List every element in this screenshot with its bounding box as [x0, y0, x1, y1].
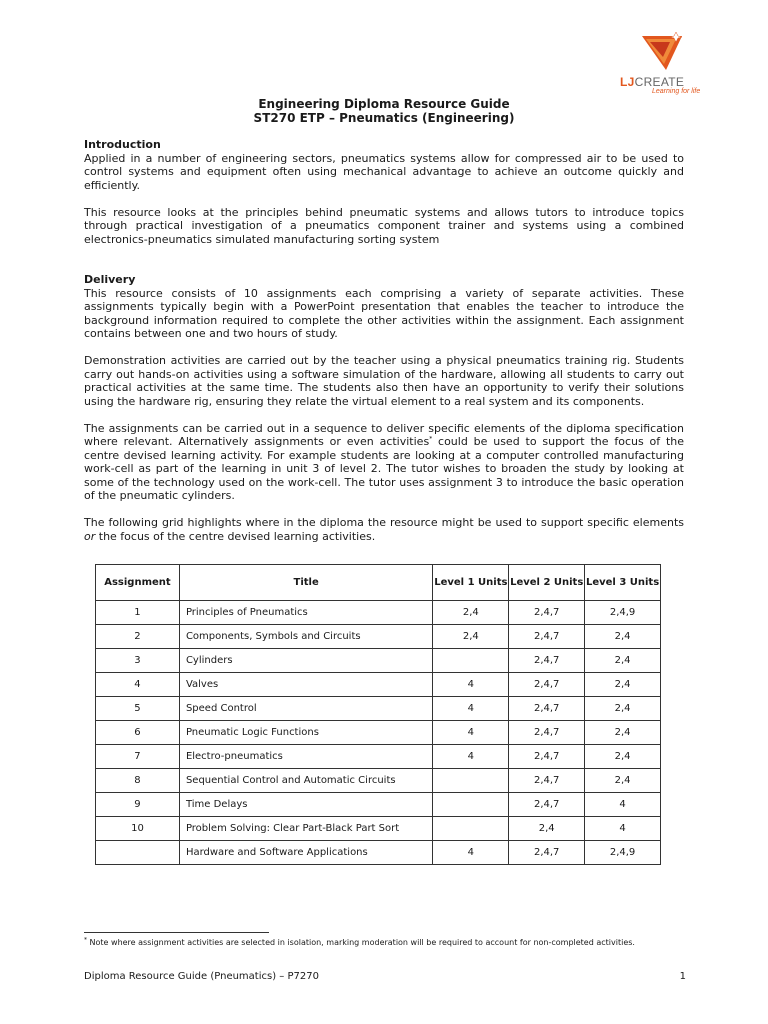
intro-paragraph-2: This resource looks at the principles behind pneumatic systems and allows tutors to introduce topics through practical investigation of a pneumatics component trainer and systems using a combined electronics-pneumatics simulated manufacturing sorting system	[84, 205, 684, 246]
logo-tagline: Learning for life	[652, 88, 701, 95]
delivery-paragraph-1: This resource consists of 10 assignments each comprising a variety of separate activities. These assignments typically begin with a PowerPoint presentation that enables the teacher to introduce the background information required to complete the other activities within the assignment. Each assignment contains between one and two hours of study.	[84, 286, 684, 340]
introduction-heading: Introduction	[84, 138, 161, 151]
footnote-marker: *	[429, 435, 433, 443]
logo-wordmark	[620, 75, 684, 89]
footnote: * Note where assignment activities are selected in isolation, marking moderation will be required to account for non-completed activities.	[84, 936, 635, 947]
table-cell: 2,4	[585, 721, 661, 745]
table-cell: 2,4,7	[509, 625, 585, 649]
table-cell: 2,4,7	[509, 745, 585, 769]
table-cell: Valves	[179, 673, 432, 697]
table-cell: Pneumatic Logic Functions	[179, 721, 432, 745]
table-cell: 4	[433, 697, 509, 721]
table-row	[96, 817, 661, 841]
table-cell: 2,4,7	[509, 601, 585, 625]
table-cell: Sequential Control and Automatic Circuits	[179, 769, 432, 793]
table-cell: 4	[585, 793, 661, 817]
delivery-paragraph-3: The assignments can be carried out in a sequence to deliver specific elements of the diploma specification where relevant. Alternatively assignments or even activities* could be used to support the focus of the centre devised learning activity. For example students are looking at a computer controlled manufacturing work-cell as part of the learning in unit 3 of level 2. The tutor wishes to broaden the study by looking at some of the technology used on the work-cell. The tutor uses assignment 3 to introduce the basic operation of the pneumatic cylinders.	[84, 421, 685, 502]
table-cell: 1	[96, 601, 180, 625]
table-cell: Components, Symbols and Circuits	[179, 625, 432, 649]
table-cell: 2,4,9	[585, 601, 661, 625]
table-cell: 4	[96, 673, 180, 697]
table-header-cell: Level 3 Units	[585, 565, 661, 601]
table-cell: 3	[96, 649, 180, 673]
table-row	[96, 673, 661, 697]
table-cell: 2,4	[585, 649, 661, 673]
table-row	[96, 745, 661, 769]
table-cell: 4	[433, 745, 509, 769]
table-cell: Cylinders	[179, 649, 432, 673]
table-cell: Speed Control	[179, 697, 432, 721]
table-row	[96, 697, 661, 721]
table-cell: Principles of Pneumatics	[179, 601, 432, 625]
table-cell: Electro-pneumatics	[179, 745, 432, 769]
table-header-cell: Level 1 Units	[433, 565, 509, 601]
table-cell: 2,4	[509, 817, 585, 841]
table-body	[96, 601, 661, 865]
table-cell: Time Delays	[179, 793, 432, 817]
table-cell: 7	[96, 745, 180, 769]
table-header-cell: Title	[179, 565, 432, 601]
table-cell: 4	[433, 721, 509, 745]
table-row	[96, 841, 661, 865]
table-cell: 2,4,7	[509, 649, 585, 673]
table-cell: 2,4,7	[509, 841, 585, 865]
table-cell: 2,4,9	[585, 841, 661, 865]
delivery-paragraph-2: Demonstration activities are carried out by the teacher using a physical pneumatics training rig. Students carry out hands-on activities using a software simulation of the hardware, allowing all students to carry out practical activities at the same time. The students also then have an opportunity to verify their solutions using the hardware rig, ensuring they relate the virtual element to a real system and its components.	[84, 354, 684, 408]
lj-create-logo	[620, 30, 740, 100]
table-cell	[433, 649, 509, 673]
table-cell: 5	[96, 697, 180, 721]
table-cell: 2,4	[585, 673, 661, 697]
table-cell	[433, 793, 509, 817]
table-row	[96, 649, 661, 673]
page-number: 1	[679, 971, 686, 982]
page-footer	[84, 971, 686, 982]
table-cell: 2,4	[585, 769, 661, 793]
table-cell: 2,4	[585, 745, 661, 769]
table-cell: Hardware and Software Applications	[179, 841, 432, 865]
document-subtitle: ST270 ETP – Pneumatics (Engineering)	[253, 111, 515, 125]
table-cell: 2,4	[433, 601, 509, 625]
table-cell	[96, 841, 180, 865]
document-body	[84, 138, 684, 557]
table-cell: 2,4,7	[509, 697, 585, 721]
table-cell: 9	[96, 793, 180, 817]
table-cell: Problem Solving: Clear Part-Black Part Sort	[179, 817, 432, 841]
table-row	[96, 721, 661, 745]
table-row	[96, 769, 661, 793]
table-cell: 2,4,7	[509, 769, 585, 793]
logo-create: CREATE	[634, 75, 685, 89]
footer-document-name: Diploma Resource Guide (Pneumatics) – P7270	[84, 971, 319, 982]
delivery-heading: Delivery	[84, 273, 136, 286]
table-cell: 2,4,7	[509, 721, 585, 745]
footnote-divider	[84, 932, 269, 933]
table-header-cell: Assignment	[96, 565, 180, 601]
document-title: Engineering Diploma Resource Guide	[258, 97, 510, 111]
logo-lj: LJ	[620, 75, 635, 89]
table-cell: 2,4,7	[509, 673, 585, 697]
table-cell: 8	[96, 769, 180, 793]
table-row	[96, 601, 661, 625]
table-cell: 2	[96, 625, 180, 649]
table-cell: 2,4,7	[509, 793, 585, 817]
logo-shield-icon	[636, 30, 688, 74]
table-header-row	[96, 565, 661, 601]
table-cell: 6	[96, 721, 180, 745]
table-cell: 4	[433, 841, 509, 865]
table-cell: 2,4	[433, 625, 509, 649]
table-cell: 10	[96, 817, 180, 841]
table-row	[96, 793, 661, 817]
table-cell: 4	[433, 673, 509, 697]
table-cell	[433, 769, 509, 793]
units-grid-table	[95, 564, 661, 865]
table-cell: 2,4	[585, 625, 661, 649]
table-row	[96, 625, 661, 649]
table-cell	[433, 817, 509, 841]
intro-paragraph-1: Applied in a number of engineering sectors, pneumatics systems allow for compressed air to be used to control systems and equipment often using mechanical advantage to achieve an outcome quickly and efficiently.	[84, 151, 684, 192]
table-header-cell: Level 2 Units	[509, 565, 585, 601]
table-cell: 2,4	[585, 697, 661, 721]
table-cell: 4	[585, 817, 661, 841]
delivery-paragraph-4: The following grid highlights where in the diploma the resource might be used to support specific elements or the focus of the centre devised learning activities.	[84, 516, 684, 543]
